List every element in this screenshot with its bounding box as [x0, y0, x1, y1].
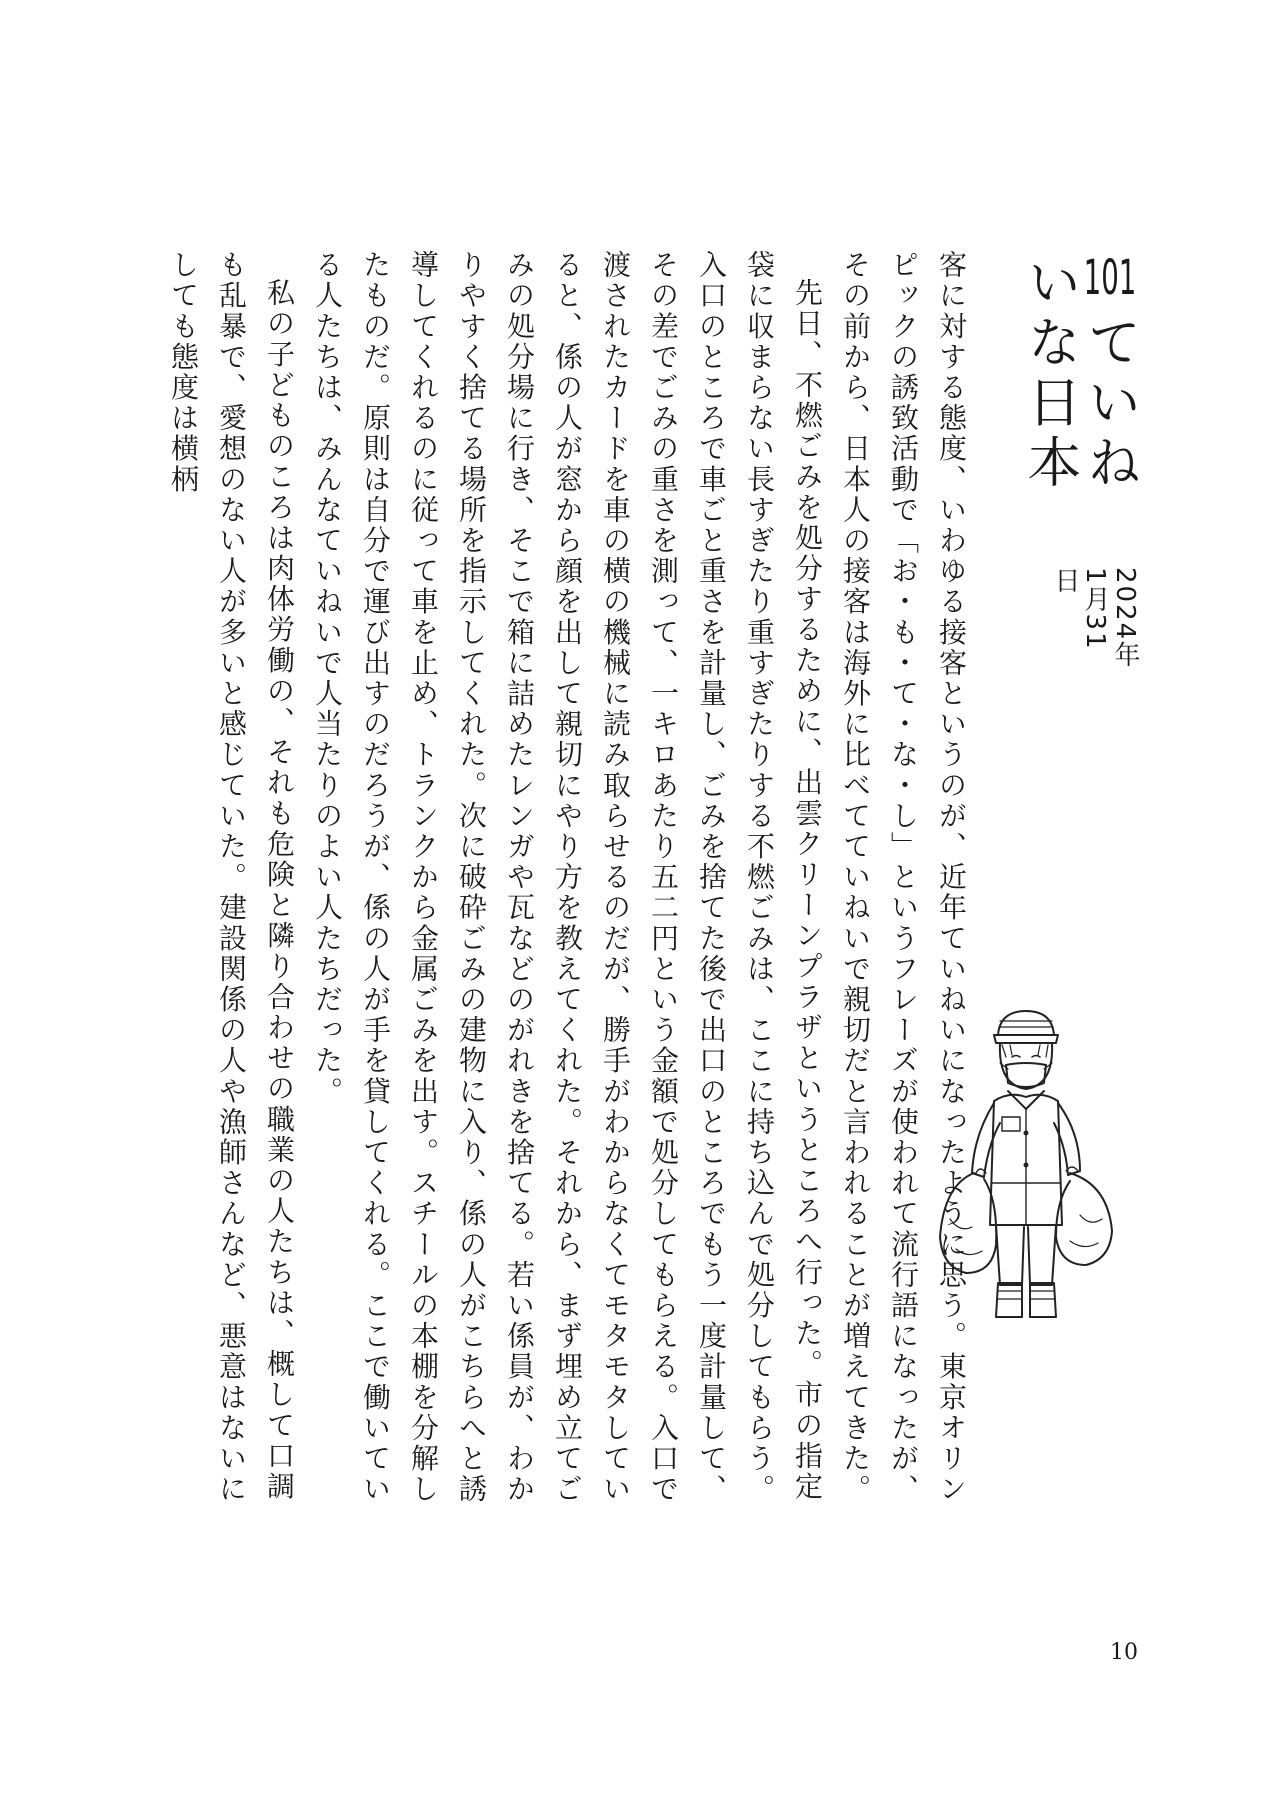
body-text	[159, 250, 975, 1518]
right-boot	[1030, 1283, 1056, 1317]
legs	[996, 1225, 1056, 1285]
garbage-bag-left	[940, 1173, 996, 1273]
chapter-heading	[1020, 254, 1140, 674]
paragraph-2: 先日、不燃ごみを処分するために、出雲クリーンプラザというところへ行った。市の指定袋に収まらない長すぎたり重すぎたりする不燃ごみは、ここに持ち込んで処分してもらう。入口のところで車ごと重さを計量し、ごみを捨てた後で出口のところでもう一度計量して、その差でごみの重さを測って、一キロあたり五二円という金額で処分してもらえる。入口で渡されたカードを車の横の機械に読み取らせるのだが、勝手がわからなくてモタモタしていると、係の人が窓から顔を出して親切にやり方を教えてくれた。それから、まず埋め立てごみの処分場に行き、そこで箱に詰めたレンガや瓦などのがれきを捨てる。若い係員が、わかりやすく捨てる場所を指示してくれた。次に破砕ごみの建物に入り、係の人がこちらへと誘導してくれるのに従って車を止め、トランクから金属ごみを出す。スチールの本棚を分解したものだ。原則は自分で運び出すのだろうが、係の人が手を貸してくれる。ここで働いている人たちは、みんなていねいで人当たりのよい人たちだった。	[311, 250, 824, 1505]
page-number: 10	[1110, 1640, 1138, 1665]
paragraph-3: 私の子どものころは肉体労働の、それも危険と隣り合わせの職業の人たちは、概して口調も乱暴で、愛想のない人が多いと感じていた。建設関係の人や漁師さんなど、悪意はないにしても態度は横柄	[167, 250, 296, 1505]
cap	[998, 1011, 1054, 1035]
left-boot	[996, 1283, 1022, 1317]
chapter-title	[1020, 254, 1140, 495]
chapter-title-text: ていねいな日本	[1019, 254, 1142, 494]
chapter-number: 101	[1083, 254, 1137, 302]
chapter-date: 2024年1月31日	[1050, 566, 1140, 669]
paragraph-1: 客に対する態度、いわゆる接客というのが、近年ていねいになったように思う。東京オリンピックの誘致活動で「お・も・て・な・し」というフレーズが使われて流行語になったが、その前から、日本人の接客は海外に比べてていねいで親切だと言われることが増えてきた。	[839, 250, 968, 1505]
worker-illustration	[930, 1005, 1120, 1325]
